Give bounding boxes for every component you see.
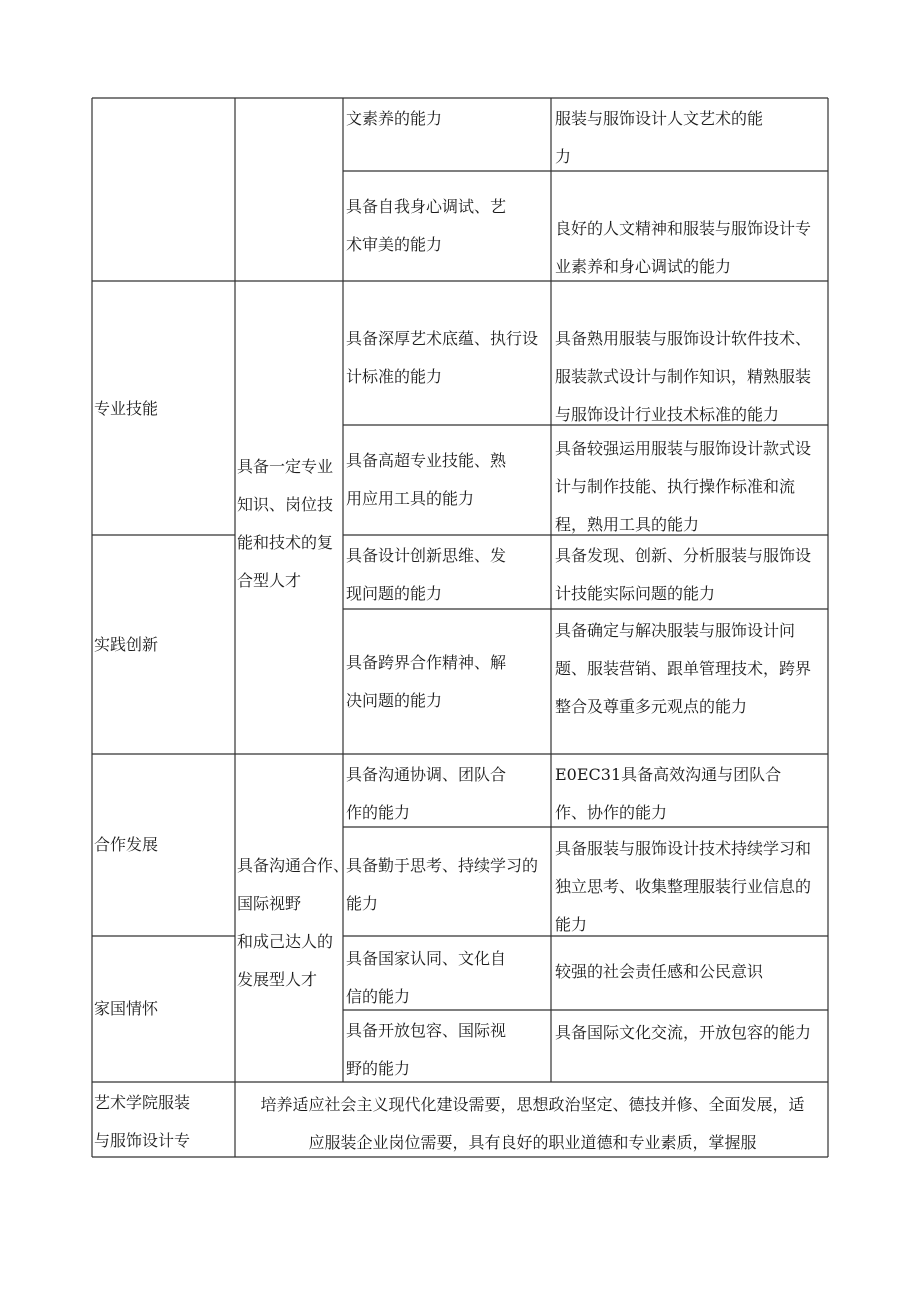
ability-cell: 具备跨界合作精神、解 决问题的能力 (346, 653, 507, 710)
indicator-cell: 服装与服饰设计人文艺术的能 力 (555, 109, 764, 166)
section-label-practice: 实践创新 (94, 635, 159, 654)
talent-goal-composite: 具备一定专业 知识、岗位技 能和技术的复 合型人才 (237, 457, 334, 590)
ability-cell: 具备国家认同、文化自 信的能力 (346, 949, 507, 1006)
indicator-cell: 具备熟用服装与服饰设计软件技术、 服装款式设计与制作知识，精熟服装 与服饰设计行业技术标准的能力 (555, 329, 812, 424)
talent-goal-development: 具备沟通合作、 国际视野 和成己达人的 发展型人才 (237, 856, 350, 989)
indicator-cell: 具备国际文化交流，开放包容的能力 (555, 1023, 812, 1042)
ability-cell: 具备开放包容、国际视 野的能力 (346, 1021, 507, 1078)
training-goal: 培养适应社会主义现代化建设需要，思想政治坚定、德技并修、全面发展，适 应服装企业岗位需要，具有良好的职业道德和专业素质，掌握服 (260, 1095, 805, 1152)
indicator-cell: 良好的人文精神和服装与服饰设计专 业素养和身心调试的能力 (555, 219, 812, 276)
section-label-patriotism: 家国情怀 (94, 999, 159, 1018)
indicator-cell: 具备较强运用服装与服饰设计款式设 计与制作技能、执行操作标准和流 程，熟用工具的能力 (555, 439, 812, 534)
indicator-cell: 较强的社会责任感和公民意识 (555, 962, 764, 981)
section-label-skills: 专业技能 (94, 399, 159, 418)
section-label-cooperation: 合作发展 (94, 835, 159, 854)
indicator-cell: 具备发现、创新、分析服装与服饰设 计技能实际问题的能力 (555, 546, 812, 603)
indicator-cell: E0EC31具备高效沟通与团队合 作、协作的能力 (555, 765, 782, 822)
ability-cell: 具备沟通协调、团队合 作的能力 (346, 765, 507, 822)
indicator-cell: 具备确定与解决服装与服饰设计问 题、服装营销、跟单管理技术，跨界 整合及尊重多元观点的能力 (555, 621, 812, 716)
ability-cell: 具备勤于思考、持续学习的 能力 (346, 856, 539, 913)
ability-cell: 具备自我身心调试、艺 术审美的能力 (346, 197, 507, 254)
ability-cell: 具备设计创新思维、发 现问题的能力 (346, 546, 507, 603)
department-label: 艺术学院服装 与服饰设计专 (94, 1093, 191, 1150)
indicator-cell: 具备服装与服饰设计技术持续学习和 独立思考、收集整理服装行业信息的 能力 (555, 839, 812, 934)
ability-cell: 具备深厚艺术底蕴、执行设 计标准的能力 (346, 329, 539, 386)
ability-cell: 具备高超专业技能、熟 用应用工具的能力 (346, 451, 507, 508)
ability-cell: 文素养的能力 (346, 109, 443, 128)
